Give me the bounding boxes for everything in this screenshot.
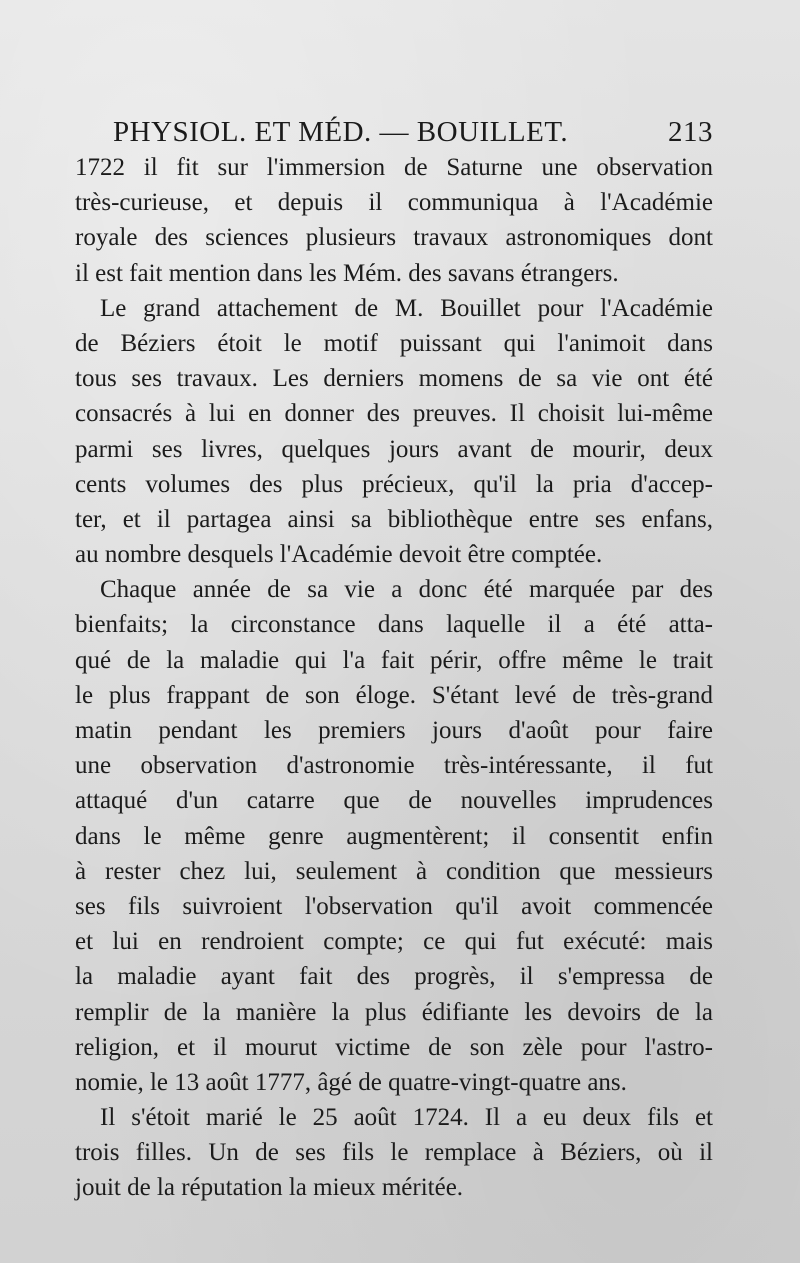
page-body: [75, 150, 713, 1206]
text-line: ter, et il partagea ainsi sa bibliothèque entre ses enfans,: [75, 505, 713, 533]
text-line: une observation d'astronomie très-intéressante, il fut: [75, 752, 713, 780]
text-line: religion, et il mourut victime de son zèle pour l'astro-: [75, 1033, 713, 1061]
text-line: au nombre desquels l'Académie devoit être comptée.: [75, 541, 603, 569]
text-line: ses fils suivroient l'observation qu'il avoit commencée: [75, 892, 713, 920]
text-line: Le grand attachement de M. Bouillet pour l'Académie: [100, 294, 713, 322]
text-line: Chaque année de sa vie a donc été marquée par des: [100, 576, 713, 604]
text-line: qué de la maladie qui l'a fait périr, offre même le trait: [75, 646, 713, 674]
text-line: matin pendant les premiers jours d'août pour faire: [75, 717, 713, 744]
text-line: il est fait mention dans les Mém. des savans étrangers.: [75, 259, 619, 287]
text-line: Il s'étoit marié le 25 août 1724. Il a eu deux fils et: [100, 1104, 713, 1132]
text-line: attaqué d'un catarre que de nouvelles imprudences: [75, 787, 713, 815]
text-line: remplir de la manière la plus édifiante les devoirs de la: [75, 998, 713, 1026]
text-line: 1722 il fit sur l'immersion de Saturne une observation: [75, 154, 713, 181]
text-line: consacrés à lui en donner des preuves. Il choisit lui-même: [75, 400, 713, 428]
text-line: très-curieuse, et depuis il communiqua à l'Académie: [75, 189, 713, 217]
text-line: cents volumes des plus précieux, qu'il la pria d'accep-: [75, 470, 713, 498]
text-line: bienfaits; la circonstance dans laquelle il a été atta-: [75, 611, 713, 639]
text-line: la maladie ayant fait des progrès, il s'empressa de: [75, 963, 713, 991]
text-line: jouit de la réputation la mieux méritée.: [75, 1174, 464, 1202]
text-line: nomie, le 13 août 1777, âgé de quatre-vingt-quatre ans.: [75, 1068, 627, 1096]
text-line: trois filles. Un de ses fils le remplace à Béziers, où il: [75, 1139, 713, 1167]
text-line: à rester chez lui, seulement à condition que messieurs: [75, 857, 713, 885]
paragraph-2: [75, 291, 713, 573]
text-line: dans le même genre augmentèrent; il consentit enfin: [75, 822, 713, 850]
text-line: parmi ses livres, quelques jours avant de mourir, deux: [75, 435, 713, 463]
running-header: [113, 112, 713, 152]
page-number: 213: [668, 115, 713, 148]
text-line: de Béziers étoit le motif puissant qui l'animoit dans: [75, 329, 713, 357]
text-line: et lui en rendroient compte; ce qui fut exécuté: mais: [75, 928, 713, 956]
text-line: le plus frappant de son éloge. S'étant levé de très-grand: [75, 681, 713, 709]
text-line: royale des sciences plusieurs travaux astronomiques dont: [75, 224, 713, 252]
paragraph-3: [75, 572, 713, 1100]
running-title: PHYSIOL. ET MÉD. — BOUILLET.: [113, 115, 569, 148]
paragraph-4: [75, 1100, 713, 1206]
paragraph-1: [75, 150, 713, 291]
text-line: tous ses travaux. Les derniers momens de sa vie ont été: [75, 365, 713, 393]
